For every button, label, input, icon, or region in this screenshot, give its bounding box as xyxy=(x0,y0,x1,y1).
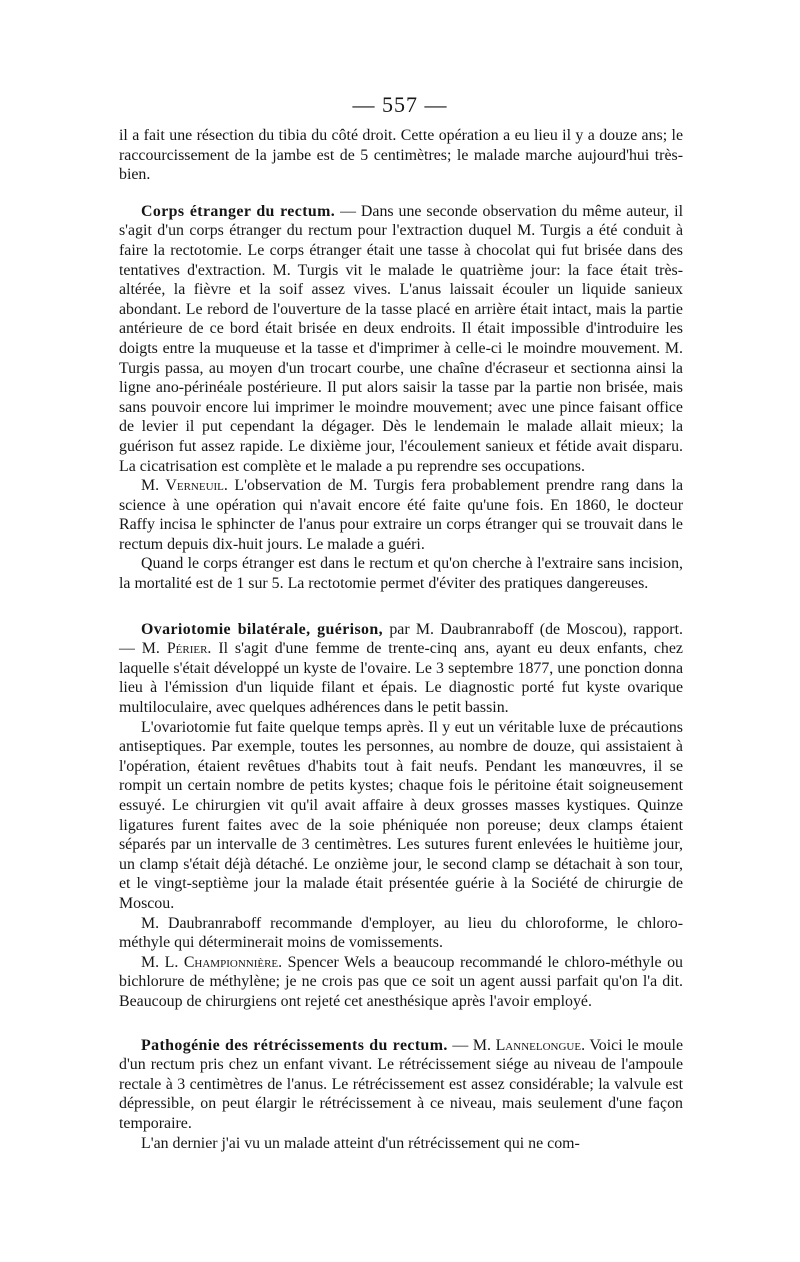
ovario-paragraph-4 xyxy=(119,953,683,1012)
page-number: — 557 — xyxy=(352,92,448,117)
speaker-championniere: M. L. Championnière. xyxy=(141,953,283,971)
ovario-body-1b: Il s'agit d'une femme de trente-cinq ans, ayant eu deux enfants, chez laquelle s'était développé un kyste de l'ovaire. Le 3 septembre 1877, une ponction donna lieu à l'émission d'un liquide filant et épais. Le diagnostic porté fut kyste ovarique multiloculaire, avec quelques adhérences dans le petit bassin. xyxy=(119,640,683,717)
corps-body-2: L'observation de M. Turgis fera probablement prendre rang dans la science à une opération qui n'avait encore été faite qu'une fois. En 1860, le docteur Raffy incisa le sphincter de l'anus pour extraire un corps étranger qui se trouvait dans le rectum depuis dix-huit jours. Le malade a guéri. xyxy=(119,477,684,553)
speaker-perier: Périer. xyxy=(166,640,212,658)
section-patho-paragraph xyxy=(119,1036,683,1134)
section-title-ovario: Ovariotomie bilatérale, guérison, xyxy=(141,620,384,638)
section-corps-paragraph xyxy=(119,202,683,476)
section-title-corps: Corps étranger du rectum. xyxy=(141,202,336,220)
ovario-paragraph-2: L'ovariotomie fut faite quelque temps après. Il y eut un véritable luxe de précautions antiseptiques. Par exemple, toutes les personnes, au nombre de douze, qui assistaient à l'opération, étaient revêtues d'habits tout à fait neufs. Pendant les manœuvres, il se rompit un certain nombre de petits kystes; chaque fois le péritoine était soigneusement essuyé. Le chirurgien vit qu'il avait affaire à deux grosses masses kystiques. Quinze ligatures furent faites avec de la soie phéniquée non poreuse; deux clamps étaient séparés par un intervalle de 3 centimètres. Les sutures furent enlevées le huitième jour, un clamp s'était déjà détaché. Le onzième jour, le second clamp se détachait à son tour, et le vingt-septième jour la malade était présentée guérie à la Société de chirurgie de Moscou. xyxy=(119,718,683,912)
corps-paragraph-2 xyxy=(119,476,683,554)
speaker-lannelongue: Lannelongue. xyxy=(495,1036,586,1054)
speaker-verneuil: M. Verneuil. xyxy=(141,477,228,495)
section-title-patho: Pathogénie des rétrécissements du rectum. xyxy=(141,1036,448,1054)
ovario-body-1a: par M. Daubranraboff (de Moscou), rapport. — M. xyxy=(119,620,683,658)
patho-body-1b: Voici le moule d'un rectum pris chez un enfant vivant. Le rétrécissement siége au niveau de l'ampoule rectale à 3 centimètres de l'anus. Le rétrécissement est assez considérable; la valvule est dépressible, on peut élargir le rétrécissement à ce niveau, mais seulement d'une façon temporaire. xyxy=(119,1036,683,1132)
patho-body-1a: — M. xyxy=(447,1036,496,1054)
corps-paragraph-3: Quand le corps étranger est dans le rectum et qu'on cherche à l'extraire sans incision, la mortalité est de 1 sur 5. La rectotomie permet d'éviter des pratiques dangereuses. xyxy=(119,555,683,593)
ovario-body-4: Spencer Wels a beaucoup recommandé le chloro-méthyle ou bichlorure de méthylène; je ne crois pas que ce soit un agent aussi parfait qu'on l'a dit. Beaucoup de chirurgiens ont rejeté cet anesthésique après l'avoir employé. xyxy=(119,953,683,1010)
corps-body-1: — Dans une seconde observation du même auteur, il s'agit d'un corps étranger du rectum pour l'extraction duquel M. Turgis a été conduit à faire la rectotomie. Le corps étranger était une tasse à chocolat qui fut brisée dans des tentatives d'extraction. M. Turgis vit le malade le quatrième jour: la face était très-altérée, la fièvre et la soif assez vives. L'anus laissait écouler un liquide sanieux abondant. Le rebord de l'ouverture de la tasse placé en arrière était intact, mais la partie antérieure de ce bord était brisée en deux endroits. Il était impossible d'introduire les doigts entre la muqueuse et la tasse et d'imprimer à celle-ci le moindre mouvement. M. Turgis passa, au moyen d'un trocart courbe, une chaîne d'écraseur et sectionna ainsi la ligne ano-périnéale postérieure. Il put alors saisir la tasse par la partie non brisée, mais sans pouvoir encore lui imprimer le moindre mouvement; avec une pince faisant office de levier il put cependant la dégager. Dès le lendemain le malade allait mieux; la guérison fut assez rapide. Le dixième jour, l'écoulement sanieux et fétide avait disparu. La cicatrisation est complète et le malade a pu reprendre ses occupations. xyxy=(119,202,684,475)
intro-paragraph: il a fait une résection du tibia du côté droit. Cette opération a eu lieu il y a douze ans; le raccourcissement de la jambe est de 5 centimètres; le malade marche aujourd'hui très-bien. xyxy=(119,127,683,184)
patho-paragraph-2: L'an dernier j'ai vu un malade atteint d'un rétrécissement qui ne com- xyxy=(141,1134,580,1152)
section-ovario-paragraph xyxy=(119,620,683,718)
ovario-paragraph-3: M. Daubranraboff recommande d'employer, au lieu du chloroforme, le chloro-méthyle qui déterminerait moins de vomissements. xyxy=(119,914,683,952)
text-column xyxy=(119,126,683,1153)
